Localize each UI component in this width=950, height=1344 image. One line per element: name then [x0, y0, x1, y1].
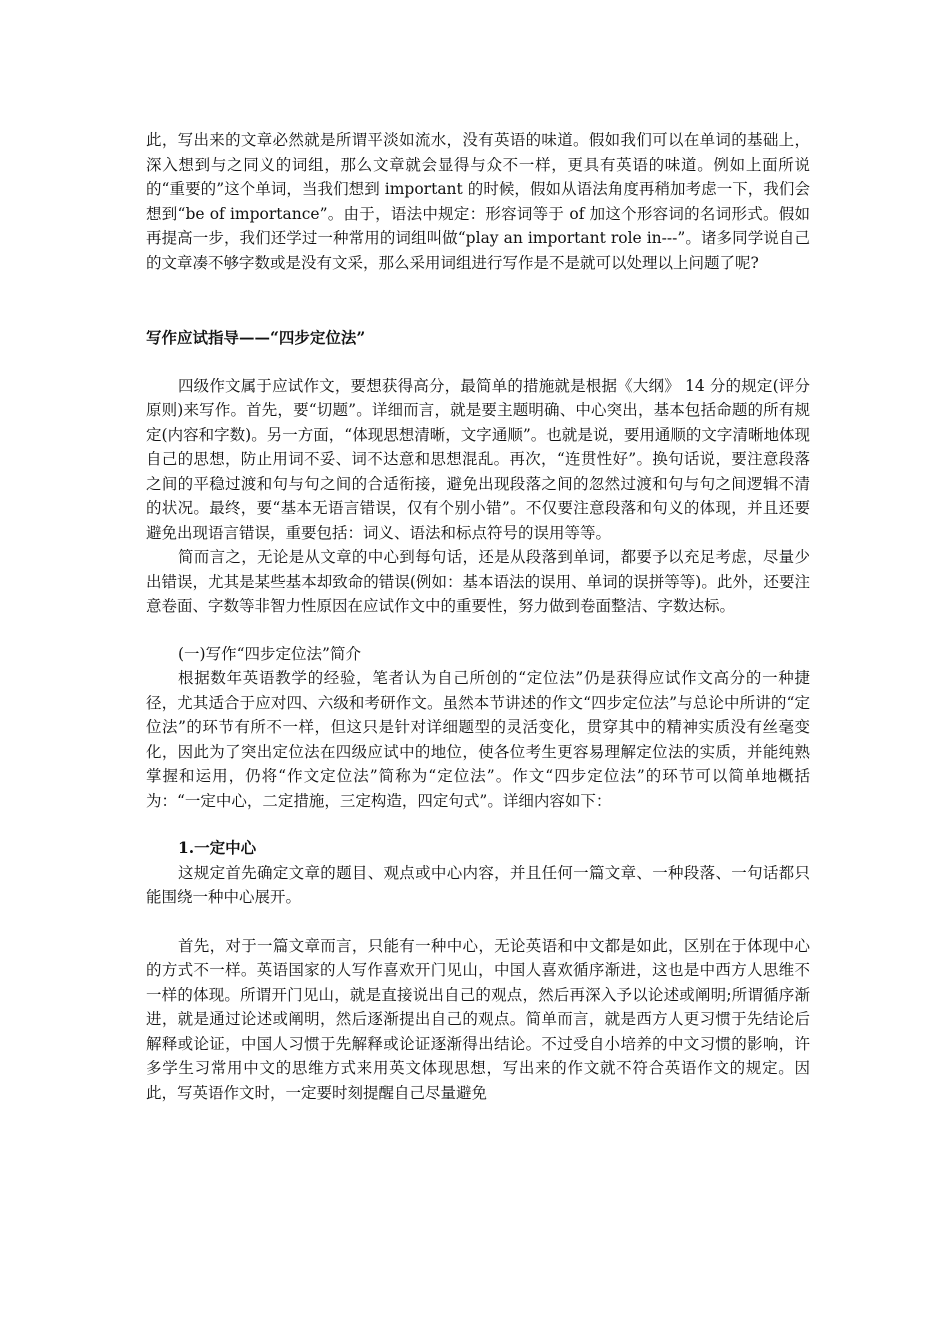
paragraph-method-overview: 根据数年英语教学的经验，笔者认为自己所创的“定位法”仍是获得应试作文高分的一种捷径，尤其适合于应对四、六级和考研作文。虽然本节讲述的作文“四步定位法”与总论中所讲的“定位法”的环节有所不一样，但这只是针对详细题型的灵活变化，贯穿其中的精神实质没有丝毫变化，因此为了突出定位法在四级应试中的地位，使各位考生更容易理解定位法的实质，并能纯熟掌握和运用，仍将“作文定位法”简称为“定位法”。作文“四步定位法”的环节可以简单地概括为：“一定中心，二定措施，三定构造，四定句式”。详细内容如下：: [146, 669, 810, 810]
document-page: [146, 128, 810, 1105]
paragraph-step-one-detail: 首先，对于一篇文章而言，只能有一种中心，无论英语和中文都是如此，区别在于体现中心的方式不一样。英语国家的人写作喜欢开门见山，中国人喜欢循序渐进，这也是中西方人思维不一样的体现。所谓开门见山，就是直接说出自己的观点，然后再深入予以论述或阐明;所谓循序渐进，就是通过论述或阐明，然后逐渐提出自己的观点。简单而言，就是西方人更习惯于先结论后解释或论证，中国人习惯于先解释或论证逐渐得出结论。不过受自小培养的中文习惯的影响，许多学生习常用中文的思维方式来用英文体现思想，写出来的作文就不符合英语作文的规定。因此，写英语作文时，一定要时刻提醒自己尽量避免: [146, 936, 810, 1102]
paragraph-summary: 简而言之，无论是从文章的中心到每句话，还是从段落到单词，都要予以充足考虑，尽量少出错误，尤其是某些基本却致命的错误(例如：基本语法的误用、单词的误拼等等)。此外，还要注意卷面、字数等非智力性原因在应试作文中的重要性，努力做到卷面整洁、字数达标。: [146, 548, 810, 615]
paragraph-step-one-rule: 这规定首先确定文章的题目、观点或中心内容，并且任何一篇文章、一种段落、一句话都只能围绕一种中心展开。: [146, 863, 810, 906]
subsection-title-intro: (一)写作“四步定位法”简介: [178, 644, 361, 663]
step-one-heading: 1.一定中心: [178, 838, 257, 857]
paragraph-cet4-writing: 四级作文属于应试作文，要想获得高分，最简单的措施就是根据《大纲》 14 分的规定(评分原则)来写作。首先，要“切题”。详细而言，就是要主题明确、中心突出，基本包括命题的所有规定(内容和字数)。另一方面，“体现思想清晰，文字通顺”。也就是说，要用通顺的文字清晰地体现自己的思想，防止用词不妥、词不达意和思想混乱。再次，“连贯性好”。换句话说，要注意段落之间的平稳过渡和句与句之间的合适衔接，避免出现段落之间的忽然过渡和句与句之间逻辑不清的状况。最终，要“基本无语言错误，仅有个别小错”。不仅要注意段落和句义的体现，并且还要避免出现语言错误，重要包括：词义、语法和标点符号的误用等等。: [146, 376, 810, 542]
section-heading: 写作应试指导——“四步定位法”: [146, 328, 366, 347]
paragraph-intro: 此，写出来的文章必然就是所谓平淡如流水，没有英语的味道。假如我们可以在单词的基础上，深入想到与之同义的词组，那么文章就会显得与众不一样，更具有英语的味道。例如上面所说的“重要的”这个单词，当我们想到 important 的时候，假如从语法角度再稍加考虑一下，我们会想到“be of importance”。由于，语法中规定：形容词等于 of 加这个形容词的名词形式。假如再提高一步，我们还学过一种常用的词组叫做“play an important role in---”。诸多同学说自己的文章凑不够字数或是没有文采，那么采用词组进行写作是不是就可以处理以上问题了呢?: [146, 131, 810, 272]
